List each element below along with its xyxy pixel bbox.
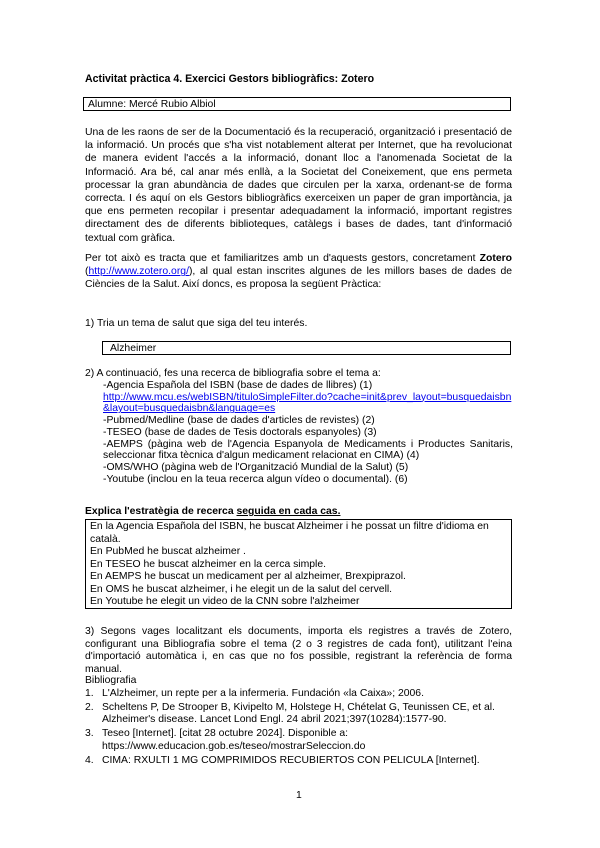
source-youtube: -Youtube (inclou en la teua recerca algun vídeo o documental). (6) xyxy=(103,473,408,485)
bibliography-title: Bibliografia xyxy=(85,675,137,686)
zotero-text-after: ), al qual estan inscrites algunes de les millors bases de dades de Ciències de la Salut. Així doncs, es proposa la següent Pràctica: xyxy=(85,266,512,291)
bibliography-text: CIMA: RXULTI 1 MG COMPRIMIDOS RECUBIERTOS CON PELICULA [Internet]. xyxy=(102,754,480,766)
zotero-link[interactable]: http://www.zotero.org/ xyxy=(88,266,189,278)
bibliography-number: 4. xyxy=(85,754,94,766)
explain-heading-part2: seguida en cada cas. xyxy=(236,506,341,517)
strategy-box xyxy=(85,519,512,609)
question-1: 1) Tria un tema de salut que siga del teu interés. xyxy=(85,318,308,329)
page-number: 1 xyxy=(296,790,302,801)
bibliography-item xyxy=(85,755,515,767)
zotero-bold: Zotero xyxy=(479,253,512,264)
bibliography-text: L'Alzheimer, un repte per a la infermeria. Fundación «la Caixa»; 2006. xyxy=(102,688,424,699)
source-teseo: -TESEO (base de dades de Tesis doctorals espanyoles) (3) xyxy=(103,426,377,438)
page-title: Activitat pràctica 4. Exercici Gestors bibliogràfics: Zotero xyxy=(85,73,375,85)
zotero-text xyxy=(85,252,512,292)
bibliography-item xyxy=(85,728,515,753)
explain-heading xyxy=(85,506,340,517)
question-3: 3) Segons vages localitzant els documents, importa els registres a través de Zotero, configurant una Bibliografia sobre el tema (2 o 3 registres de cada font), utilitzant l'eina d'importació automàtica i, en cas que no fos possible, registrant la referència de forma manual. xyxy=(85,626,512,675)
isbn-link[interactable]: http://www.mcu.es/webISBN/tituloSimpleFilter.do?cache=init&prev_layout=busquedaisbn&layout=busquedaisbn&language=es xyxy=(103,391,512,415)
student-name-box: Alumne: Mercé Rubio Albiol xyxy=(83,97,511,111)
bibliography-text: Scheltens P, De Strooper B, Kivipelto M, Holstege H, Chételat G, Teunissen CE, et al. Alzheimer's disease. Lancet Lond Engl. 24 abril 2021;397(10284):1577-90. xyxy=(102,701,495,726)
strategy-line: En TESEO he buscat alzheimer en la cerca simple. xyxy=(90,558,327,570)
source-oms: -OMS/WHO (pàgina web de l'Organització Mundial de la Salut) (5) xyxy=(103,461,409,473)
zotero-paragraph xyxy=(85,252,512,292)
strategy-line: En la Agencia Española del ISBN, he buscat Alzheimer i he possat un filtre d'idioma en català. xyxy=(90,521,489,545)
sources-list xyxy=(103,380,513,485)
source-isbn: -Agencia Española del ISBN (base de dades de llibres) (1) xyxy=(103,380,373,391)
bibliography-text: Teseo [Internet]. [citat 28 octubre 2024]. Disponible a: https://www.educacion.gob.es/teseo/mostrarSeleccion.do xyxy=(102,728,366,752)
answer-1-box: Alzheimer xyxy=(102,341,511,355)
bibliography-number: 2. xyxy=(85,701,94,713)
bibliography-item xyxy=(85,688,515,700)
strategy-line: En PubMed he buscat alzheimer . xyxy=(90,546,246,557)
question-2: 2) A continuació, fes una recerca de bibliografia sobre el tema a: xyxy=(85,368,381,379)
strategy-line: En Youtube he elegit un video de la CNN sobre l'alzheimer xyxy=(90,596,360,607)
strategy-line: En OMS he buscat alzheimer, i he elegit un de la salut del cervell. xyxy=(90,583,393,595)
bibliography-item xyxy=(85,702,515,727)
explain-heading-part1: Explica l'estratègia de recerca xyxy=(85,506,237,517)
intro-paragraph xyxy=(85,126,512,245)
source-pubmed: -Pubmed/Medline (base de dades d'articles de revistes) (2) xyxy=(103,415,375,427)
bibliography-number: 3. xyxy=(85,728,94,740)
zotero-open-paren: ( xyxy=(85,266,89,278)
source-aemps: -AEMPS (pàgina web de l'Agencia Espanyola de Medicaments i Productes Sanitaris, seleccionar fitxa tècnica d'algun medicament relacionat en CIMA) (4) xyxy=(103,438,513,462)
strategy-line: En AEMPS he buscat un medicament per al alzheimer, Brexpiprazol. xyxy=(90,571,406,582)
bibliography-number: 1. xyxy=(85,688,94,699)
zotero-text-before: Per tot això es tracta que et familiaritzes amb un d'aquests gestors, concretament xyxy=(85,253,480,264)
intro-text: Una de les raons de ser de la Documentació és la recuperació, organització i presentació de la informació. Un procés que s'ha vist notablement alterat per Internet, que ha revolucionat de manera evident l'accés a la informació, donant lloc a l'anomenada Societat de la Informació. Ara bé, cal anar més enllà, a la Societat del Coneixement, que ens permeta processar la gran abundància de dades que circulen per la xarxa, ordenant-se de forma correcta. I és aquí on els Gestors bibliogràfics exerceixen un paper de gran importància, ja que ens permeten recopilar i presentar adequadament la informació, important registres directament des de diferents biblioteques, catàlegs i bases de dades, tant d'informació textual com gràfica. xyxy=(85,127,512,244)
bibliography-list xyxy=(85,688,515,768)
